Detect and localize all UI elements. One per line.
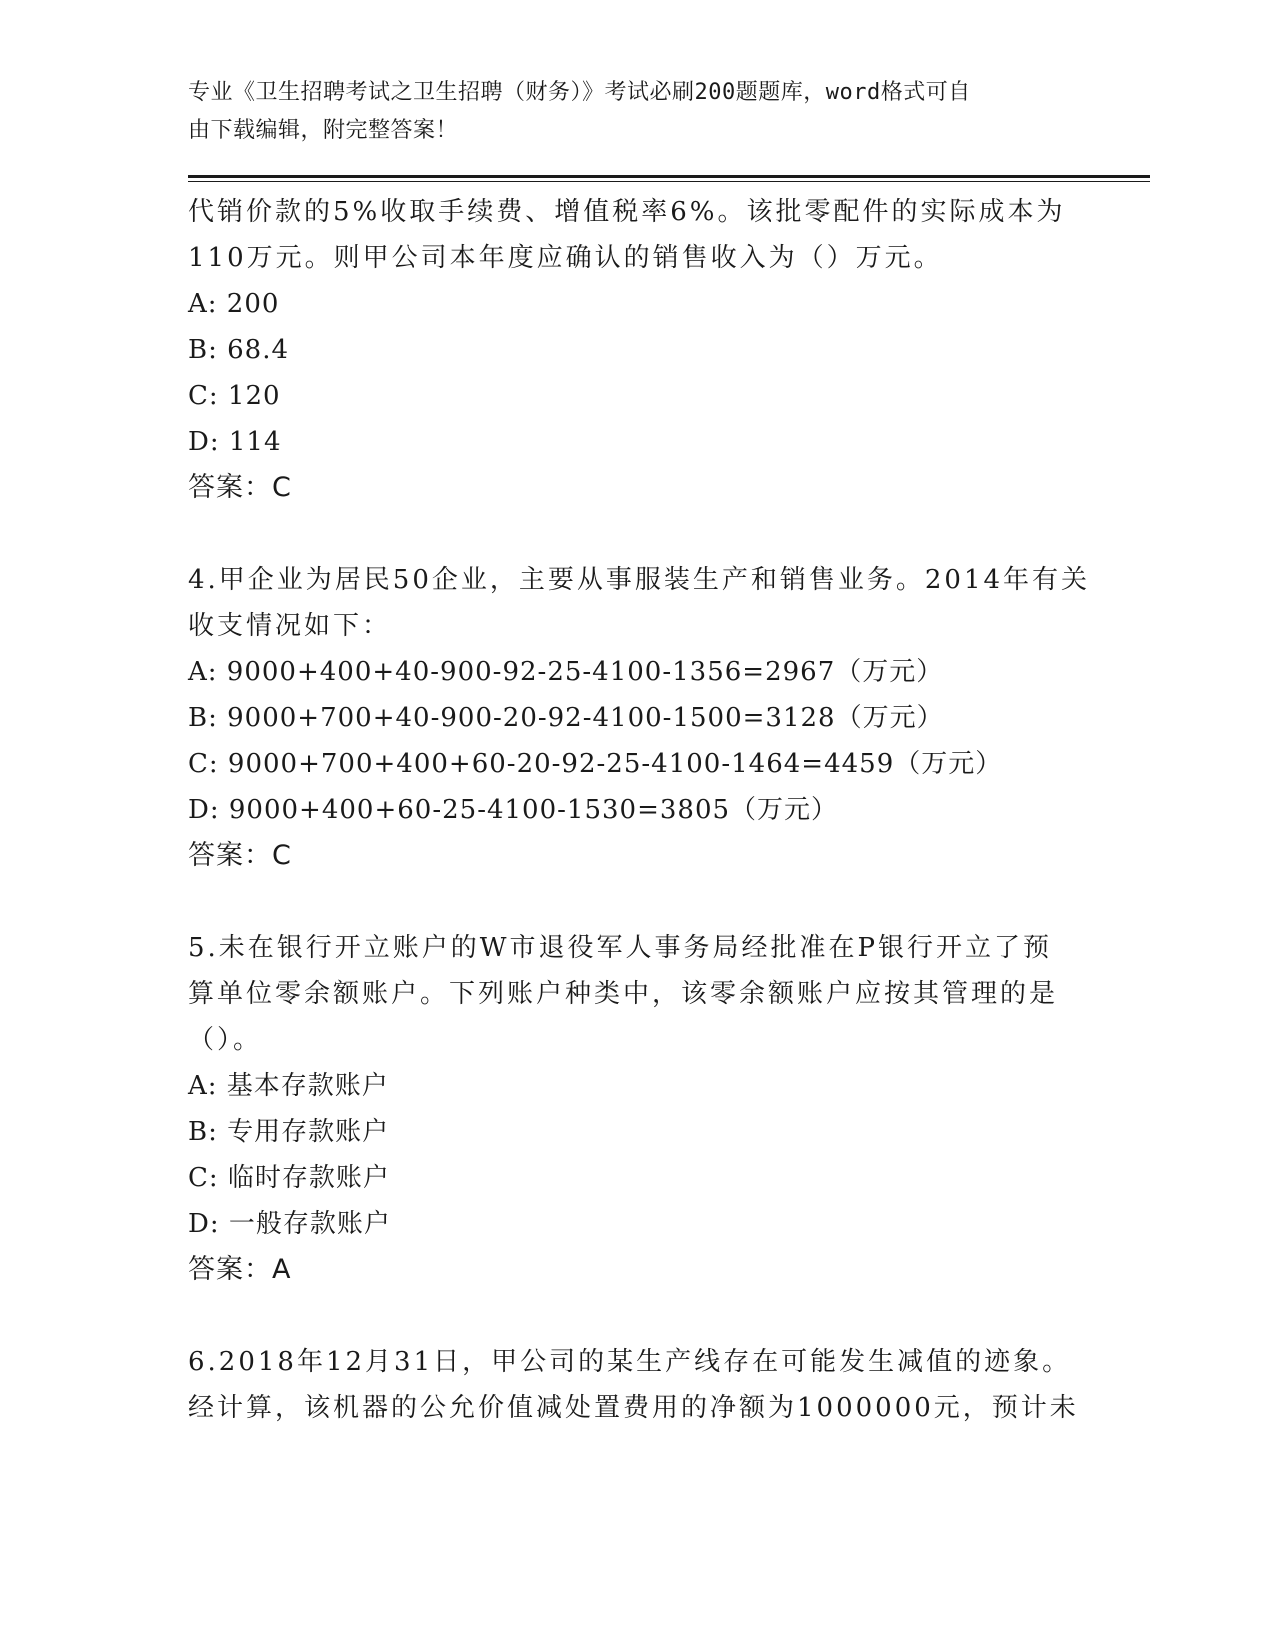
question-6-text-line: 6.2018年12月31日，甲公司的某生产线存在可能发生减值的迹象。 bbox=[188, 1347, 1072, 1377]
question-5-option-b: B: 专用存款账户 bbox=[188, 1117, 390, 1147]
question-4-text-line: 4.甲企业为居民50企业，主要从事服装生产和销售业务。2014年有关 bbox=[188, 565, 1091, 595]
question-3 bbox=[188, 189, 1088, 511]
question-6 bbox=[188, 1339, 1088, 1431]
question-3-option-d: D: 114 bbox=[188, 427, 282, 457]
question-4-option-c: C: 9000+700+400+60-20-92-25-4100-1464=4459（万元） bbox=[188, 749, 1003, 779]
question-3-text-line: 110万元。则甲公司本年度应确认的销售收入为（）万元。 bbox=[188, 243, 943, 273]
question-5-text-line: 5.未在银行开立账户的W市退役军人事务局经批准在P银行开立了预 bbox=[188, 933, 1053, 963]
question-3-option-c: C: 120 bbox=[188, 381, 281, 411]
document-header bbox=[188, 74, 1068, 150]
question-5-option-a: A: 基本存款账户 bbox=[188, 1071, 389, 1101]
question-4 bbox=[188, 557, 1091, 879]
spacer bbox=[188, 1293, 1088, 1339]
header-line-2: 由下载编辑，附完整答案！ bbox=[188, 118, 459, 143]
question-4-option-a: A: 9000+400+40-900-92-25-4100-1356=2967（万元） bbox=[188, 657, 944, 687]
header-divider-thick bbox=[188, 175, 1150, 178]
question-3-option-a: A: 200 bbox=[188, 289, 280, 319]
question-5 bbox=[188, 925, 1088, 1293]
question-3-option-b: B: 68.4 bbox=[188, 335, 290, 365]
question-5-option-d: D: 一般存款账户 bbox=[188, 1209, 391, 1239]
question-5-answer: 答案：A bbox=[188, 1254, 292, 1285]
question-list bbox=[188, 189, 1091, 1431]
question-5-text-line: 算单位零余额账户。下列账户种类中，该零余额账户应按其管理的是 bbox=[188, 979, 1059, 1009]
question-4-option-b: B: 9000+700+40-900-20-92-4100-1500=3128（万元） bbox=[188, 703, 944, 733]
header-line-1: 专业《卫生招聘考试之卫生招聘（财务）》考试必刷200题题库，word格式可自 bbox=[188, 80, 971, 105]
header-divider-thin bbox=[188, 181, 1150, 182]
question-5-option-c: C: 临时存款账户 bbox=[188, 1163, 390, 1193]
question-3-answer: 答案：C bbox=[188, 472, 292, 503]
question-4-answer: 答案：C bbox=[188, 840, 292, 871]
question-4-option-d: D: 9000+400+60-25-4100-1530=3805（万元） bbox=[188, 795, 839, 825]
question-6-text-line: 经计算，该机器的公允价值减处置费用的净额为1000000元，预计未 bbox=[188, 1393, 1079, 1423]
question-4-text-line: 收支情况如下： bbox=[188, 611, 392, 641]
question-5-text-line: （）。 bbox=[188, 1025, 263, 1055]
spacer bbox=[188, 879, 1088, 925]
question-3-text-line: 代销价款的5%收取手续费、增值税率6%。该批零配件的实际成本为 bbox=[188, 197, 1066, 227]
spacer bbox=[188, 511, 1088, 557]
